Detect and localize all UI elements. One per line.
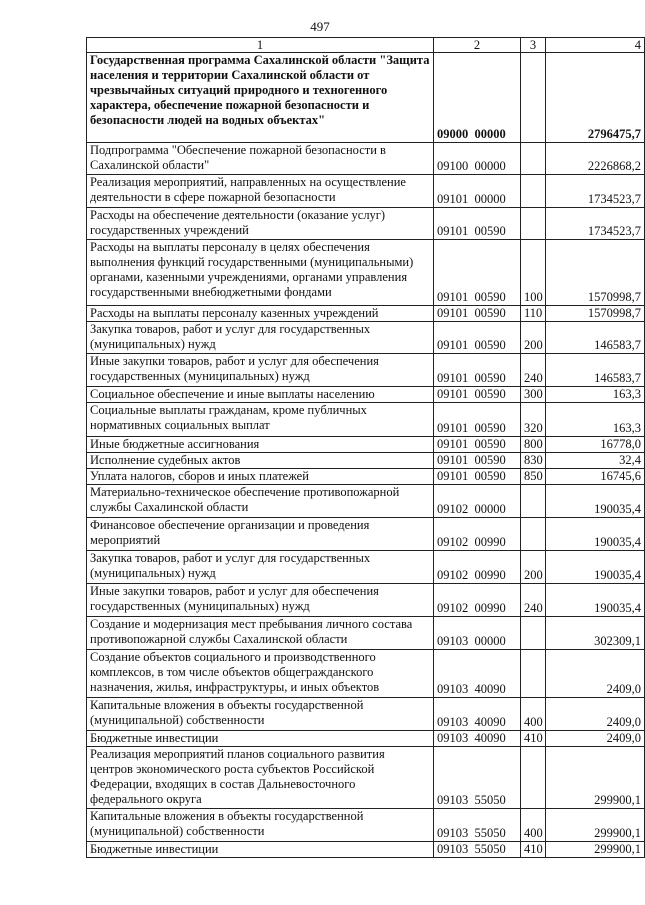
row-amount-cell: 163,3 <box>546 387 645 403</box>
row-name-cell: Капитальные вложения в объекты государственной (муниципальной) собственности <box>87 809 434 842</box>
row-code-cell: 09100 00000 <box>434 143 521 175</box>
row-type-cell: 300 <box>521 387 546 403</box>
row-name-cell: Иные закупки товаров, работ и услуг для обеспечения государственных (муниципальных) нужд <box>87 584 434 617</box>
row-name-cell: Социальные выплаты гражданам, кроме публичных нормативных социальных выплат <box>87 403 434 437</box>
table-row <box>87 485 645 518</box>
row-type-cell: 240 <box>521 354 546 387</box>
row-name-cell: Исполнение судебных актов <box>87 453 434 469</box>
table-row <box>87 175 645 208</box>
table-row <box>87 551 645 584</box>
budget-table <box>86 37 645 858</box>
row-code-cell: 09101 00000 <box>434 175 521 208</box>
row-type-cell <box>521 143 546 175</box>
table-row <box>87 747 645 809</box>
row-amount-cell: 190035,4 <box>546 485 645 518</box>
table-row <box>87 437 645 453</box>
header-cell-col4: 4 <box>546 38 645 53</box>
row-amount-cell: 1734523,7 <box>546 208 645 240</box>
table-row <box>87 584 645 617</box>
table-row <box>87 809 645 842</box>
row-name-cell: Капитальные вложения в объекты государственной (муниципальной) собственности <box>87 698 434 731</box>
row-type-cell: 830 <box>521 453 546 469</box>
row-amount-cell: 2409,0 <box>546 650 645 698</box>
row-code-cell: 09101 00590 <box>434 437 521 453</box>
row-code-cell: 09102 00990 <box>434 584 521 617</box>
row-code-cell: 09101 00590 <box>434 322 521 354</box>
row-name-cell: Создание объектов социального и производственного комплексов, в том числе объектов общегражданского назначения, жилья, инфраструктуры, и иных объектов <box>87 650 434 698</box>
row-name-cell: Расходы на выплаты персоналу в целях обеспечения выполнения функций государственными (муниципальными) органами, казенными учреждениями, органами управления государственными внебюджетными фондами <box>87 240 434 306</box>
row-amount-cell: 190035,4 <box>546 518 645 551</box>
row-amount-cell: 299900,1 <box>546 842 645 858</box>
page-number: 497 <box>310 19 330 34</box>
row-type-cell: 240 <box>521 584 546 617</box>
row-code-cell: 09101 00590 <box>434 354 521 387</box>
table-row <box>87 469 645 485</box>
row-code-cell: 09102 00990 <box>434 518 521 551</box>
row-name-cell: Государственная программа Сахалинской области "Защита населения и территории Сахалинской области от чрезвычайных ситуаций природного и техногенного характера, обеспечение пожарной безопасности и безопасности людей на водных объектах" <box>87 53 434 143</box>
row-type-cell <box>521 53 546 143</box>
row-amount-cell: 2409,0 <box>546 731 645 747</box>
row-code-cell: 09101 00590 <box>434 453 521 469</box>
row-code-cell: 09102 00000 <box>434 485 521 518</box>
row-code-cell: 09101 00590 <box>434 306 521 322</box>
table-row <box>87 698 645 731</box>
row-code-cell: 09101 00590 <box>434 469 521 485</box>
table-row <box>87 650 645 698</box>
row-type-cell: 400 <box>521 809 546 842</box>
row-type-cell <box>521 617 546 650</box>
row-amount-cell: 16745,6 <box>546 469 645 485</box>
row-amount-cell: 190035,4 <box>546 584 645 617</box>
table-row <box>87 306 645 322</box>
table-row <box>87 387 645 403</box>
row-name-cell: Расходы на выплаты персоналу казенных учреждений <box>87 306 434 322</box>
row-name-cell: Бюджетные инвестиции <box>87 842 434 858</box>
header-cell-col3: 3 <box>521 38 546 53</box>
row-type-cell: 200 <box>521 551 546 584</box>
table-row <box>87 453 645 469</box>
table-row <box>87 208 645 240</box>
row-name-cell: Материально-техническое обеспечение противопожарной службы Сахалинской области <box>87 485 434 518</box>
row-amount-cell: 1570998,7 <box>546 240 645 306</box>
row-type-cell <box>521 650 546 698</box>
row-type-cell: 410 <box>521 731 546 747</box>
row-type-cell: 800 <box>521 437 546 453</box>
row-name-cell: Социальное обеспечение и иные выплаты населению <box>87 387 434 403</box>
row-type-cell: 200 <box>521 322 546 354</box>
row-name-cell: Закупка товаров, работ и услуг для государственных (муниципальных) нужд <box>87 322 434 354</box>
row-code-cell: 09102 00990 <box>434 551 521 584</box>
row-name-cell: Подпрограмма "Обеспечение пожарной безопасности в Сахалинской области" <box>87 143 434 175</box>
row-type-cell: 110 <box>521 306 546 322</box>
row-type-cell: 410 <box>521 842 546 858</box>
row-name-cell: Финансовое обеспечение организации и проведения мероприятий <box>87 518 434 551</box>
row-name-cell: Иные бюджетные ассигнования <box>87 437 434 453</box>
header-cell-col2: 2 <box>434 38 521 53</box>
table-row <box>87 403 645 437</box>
row-code-cell: 09103 55050 <box>434 842 521 858</box>
row-amount-cell: 2226868,2 <box>546 143 645 175</box>
row-amount-cell: 146583,7 <box>546 322 645 354</box>
row-type-cell: 850 <box>521 469 546 485</box>
table-row <box>87 322 645 354</box>
header-cell-col1: 1 <box>87 38 434 53</box>
row-type-cell <box>521 208 546 240</box>
table-header-row <box>87 38 645 53</box>
row-amount-cell: 190035,4 <box>546 551 645 584</box>
row-name-cell: Бюджетные инвестиции <box>87 731 434 747</box>
row-type-cell <box>521 485 546 518</box>
row-code-cell: 09101 00590 <box>434 387 521 403</box>
row-type-cell: 400 <box>521 698 546 731</box>
row-amount-cell: 1570998,7 <box>546 306 645 322</box>
row-amount-cell: 299900,1 <box>546 809 645 842</box>
row-amount-cell: 2796475,7 <box>546 53 645 143</box>
row-type-cell <box>521 747 546 809</box>
row-name-cell: Закупка товаров, работ и услуг для государственных (муниципальных) нужд <box>87 551 434 584</box>
row-name-cell: Расходы на обеспечение деятельности (оказание услуг) государственных учреждений <box>87 208 434 240</box>
row-amount-cell: 16778,0 <box>546 437 645 453</box>
row-amount-cell: 32,4 <box>546 453 645 469</box>
row-amount-cell: 302309,1 <box>546 617 645 650</box>
table-row <box>87 518 645 551</box>
row-name-cell: Создание и модернизация мест пребывания личного состава противопожарной службы Сахалинской области <box>87 617 434 650</box>
row-code-cell: 09103 40090 <box>434 698 521 731</box>
row-amount-cell: 1734523,7 <box>546 175 645 208</box>
row-type-cell: 320 <box>521 403 546 437</box>
table-row <box>87 617 645 650</box>
row-type-cell: 100 <box>521 240 546 306</box>
row-code-cell: 09101 00590 <box>434 240 521 306</box>
row-code-cell: 09103 40090 <box>434 650 521 698</box>
row-type-cell <box>521 175 546 208</box>
row-code-cell: 09103 55050 <box>434 747 521 809</box>
table-row <box>87 842 645 858</box>
row-type-cell <box>521 518 546 551</box>
row-code-cell: 09101 00590 <box>434 208 521 240</box>
table-row <box>87 240 645 306</box>
table-row <box>87 143 645 175</box>
row-code-cell: 09103 00000 <box>434 617 521 650</box>
table-row <box>87 731 645 747</box>
table-row <box>87 354 645 387</box>
row-name-cell: Реализация мероприятий планов социального развития центров экономического роста субъектов Российской Федерации, входящих в состав Дальневосточного федерального округа <box>87 747 434 809</box>
row-code-cell: 09000 00000 <box>434 53 521 143</box>
row-code-cell: 09101 00590 <box>434 403 521 437</box>
row-code-cell: 09103 40090 <box>434 731 521 747</box>
row-amount-cell: 146583,7 <box>546 354 645 387</box>
row-name-cell: Реализация мероприятий, направленных на осуществление деятельности в сфере пожарной безопасности <box>87 175 434 208</box>
table-row <box>87 53 645 143</box>
row-amount-cell: 299900,1 <box>546 747 645 809</box>
row-name-cell: Уплата налогов, сборов и иных платежей <box>87 469 434 485</box>
row-amount-cell: 2409,0 <box>546 698 645 731</box>
row-code-cell: 09103 55050 <box>434 809 521 842</box>
row-name-cell: Иные закупки товаров, работ и услуг для обеспечения государственных (муниципальных) нужд <box>87 354 434 387</box>
row-amount-cell: 163,3 <box>546 403 645 437</box>
